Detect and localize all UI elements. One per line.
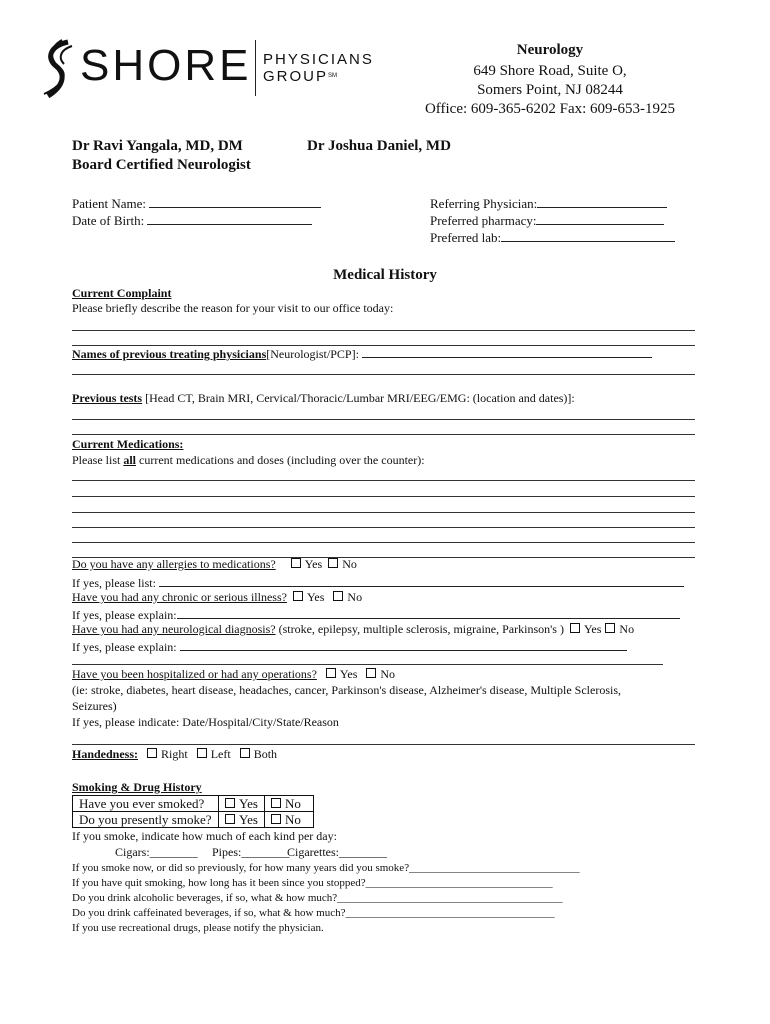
medications-line-4[interactable] — [72, 527, 695, 528]
chronic-follow-label: If yes, please explain: — [72, 608, 177, 622]
preferred-lab-field[interactable] — [430, 229, 675, 246]
dob-field[interactable] — [72, 212, 312, 229]
complaint-heading: Current Complaint — [72, 286, 172, 300]
chronic-question: Have you had any chronic or serious illness? — [72, 590, 287, 604]
smoking-cigars-field[interactable]: Cigars:________ — [115, 845, 198, 859]
smoking-years-question[interactable]: If you smoke now, or did so previously, for how many years did you smoke?_______________________________ — [72, 862, 580, 874]
logo-divider — [255, 40, 256, 96]
allergies-no-label: No — [342, 557, 357, 571]
neuro-question: Have you had any neurological diagnosis? — [72, 622, 276, 636]
smoking-ever-no-cell[interactable] — [265, 796, 314, 812]
hospital-examples-1: (ie: stroke, diabetes, heart disease, headaches, cancer, Parkinson's disease, Alzheimer's disease, Multiple Sclerosis, — [72, 683, 621, 697]
medications-heading: Current Medications: — [72, 437, 184, 451]
logo-subtitle — [263, 51, 374, 85]
smoking-cigarettes-field[interactable]: Cigarettes:________ — [287, 845, 387, 859]
medications-line-1[interactable] — [72, 480, 695, 481]
doctor-1-name: Dr Ravi Yangala, MD, DM — [72, 138, 243, 154]
hospital-yes-checkbox[interactable] — [326, 668, 336, 678]
medications-prompt-pre: Please list — [72, 453, 124, 467]
smoking-ever-no-label: No — [285, 796, 301, 811]
page-title: Medical History — [333, 267, 437, 283]
allergies-follow-label: If yes, please list: — [72, 576, 156, 590]
neuro-follow-label: If yes, please explain: — [72, 640, 177, 654]
smoking-present-yes-cell[interactable] — [219, 812, 265, 828]
smoking-table — [72, 795, 314, 828]
hospital-question-row — [72, 667, 395, 681]
shore-logo-mark — [40, 38, 78, 100]
prev-tests-label — [72, 391, 575, 405]
neuro-yes-checkbox[interactable] — [570, 623, 580, 633]
handedness-left-checkbox[interactable] — [197, 748, 207, 758]
medications-prompt — [72, 453, 425, 467]
handedness-row — [72, 747, 277, 761]
smoking-present-no-checkbox[interactable] — [271, 814, 281, 824]
smoking-present-question: Do you presently smoke? — [73, 812, 219, 828]
logo-line-physicians: PHYSICIANS — [263, 51, 374, 68]
complaint-prompt: Please briefly describe the reason for your visit to our office today: — [72, 301, 394, 315]
smoking-heading: Smoking & Drug History — [72, 780, 202, 794]
smoking-present-no-cell[interactable] — [265, 812, 314, 828]
chronic-yes-checkbox[interactable] — [293, 591, 303, 601]
hospital-line[interactable] — [72, 744, 695, 745]
allergies-yes-checkbox[interactable] — [291, 558, 301, 568]
smoking-row-ever — [73, 796, 314, 812]
chronic-no-label: No — [347, 590, 363, 604]
handedness-left-label: Left — [210, 747, 231, 761]
recreational-drugs-note: If you use recreational drugs, please notify the physician. — [72, 922, 324, 934]
preferred-pharmacy-field[interactable] — [430, 212, 664, 229]
smoking-pipes-field[interactable]: Pipes:________ — [212, 845, 290, 859]
hospital-no-checkbox[interactable] — [366, 668, 376, 678]
smoking-ever-yes-checkbox[interactable] — [225, 798, 235, 808]
smoking-ever-yes-cell[interactable] — [219, 796, 265, 812]
logo-line-group — [263, 68, 374, 85]
prev-tests-line-2[interactable] — [72, 434, 695, 435]
smoking-ever-no-checkbox[interactable] — [271, 798, 281, 808]
patient-name-field[interactable] — [72, 195, 321, 212]
handedness-label: Handedness: — [72, 747, 139, 761]
doctor-2-name: Dr Joshua Daniel, MD — [307, 138, 451, 154]
allergies-question-row — [72, 557, 357, 571]
neuro-no-checkbox[interactable] — [605, 623, 615, 633]
neuro-question-row — [72, 622, 634, 636]
smoking-ever-yes-label: Yes — [239, 796, 258, 811]
hospital-no-label: No — [380, 667, 396, 681]
handedness-right-label: Right — [161, 747, 188, 761]
chronic-question-row — [72, 590, 362, 604]
medications-line-5[interactable] — [72, 542, 695, 543]
prev-tests-heading: Previous tests — [72, 391, 143, 405]
neuro-no-label: No — [619, 622, 635, 636]
patient-name-label: Patient Name: — [72, 196, 147, 211]
medications-line-2[interactable] — [72, 496, 695, 497]
referring-physician-field[interactable] — [430, 195, 667, 212]
preferred-lab-label: Preferred lab: — [430, 230, 502, 245]
handedness-right-checkbox[interactable] — [147, 748, 157, 758]
preferred-pharmacy-label: Preferred pharmacy: — [430, 213, 537, 228]
prev-tests-suffix: [Head CT, Brain MRI, Cervical/Thoracic/Lumbar MRI/EEG/EMG: (location and dates)]: — [142, 391, 575, 405]
logo-wordmark: SHORE — [80, 41, 252, 90]
office-contact: Office: 609-365-6202 Fax: 609-653-1925 — [424, 101, 676, 117]
hospital-question: Have you been hospitalized or had any operations? — [72, 667, 317, 681]
smoking-present-no-label: No — [285, 812, 301, 827]
medications-prompt-post: current medications and doses (including over the counter): — [136, 453, 425, 467]
complaint-line-1[interactable] — [72, 330, 695, 331]
medications-prompt-all: all — [123, 453, 136, 467]
handedness-both-label: Both — [253, 747, 278, 761]
smoking-quit-question[interactable]: If you have quit smoking, how long has it been since you stopped?__________________________________ — [72, 877, 553, 889]
logo-group-text: GROUP — [263, 68, 329, 85]
address-line-2: Somers Point, NJ 08244 — [477, 82, 623, 98]
allergies-yes-label: Yes — [304, 557, 323, 571]
smoking-ever-question: Have you ever smoked? — [73, 796, 219, 812]
prev-physicians-heading: Names of previous treating physicians — [72, 347, 267, 361]
hospital-follow: If yes, please indicate: Date/Hospital/City/State/Reason — [72, 715, 339, 729]
medications-line-3[interactable] — [72, 512, 695, 513]
handedness-both-checkbox[interactable] — [240, 748, 250, 758]
allergies-list-field[interactable] — [72, 574, 684, 590]
neuro-explain-field[interactable] — [72, 638, 627, 654]
prev-physicians-suffix: [Neurologist/PCP]: — [266, 347, 359, 361]
hospital-examples-2: Seizures) — [72, 699, 117, 713]
smoking-row-present — [73, 812, 314, 828]
referring-physician-label: Referring Physician: — [430, 196, 538, 211]
neuro-yes-label: Yes — [583, 622, 602, 636]
prev-physicians-field[interactable] — [72, 345, 652, 361]
allergies-question: Do you have any allergies to medications? — [72, 557, 276, 571]
address-line-1: 649 Shore Road, Suite O, — [473, 63, 627, 79]
logo-tm: SM — [328, 73, 338, 79]
hospital-yes-label: Yes — [339, 667, 358, 681]
smoking-present-yes-checkbox[interactable] — [225, 814, 235, 824]
chronic-explain-field[interactable] — [72, 606, 680, 622]
doctor-1-title: Board Certified Neurologist — [72, 157, 251, 173]
prev-tests-line-1[interactable] — [72, 419, 695, 420]
neuro-detail: (stroke, epilepsy, multiple sclerosis, migraine, Parkinson's ) — [275, 622, 564, 636]
dept-heading: Neurology — [516, 42, 584, 58]
caffeine-question[interactable]: Do you drink caffeinated beverages, if so, what & how much?______________________________________ — [72, 907, 555, 919]
smoking-present-yes-label: Yes — [239, 812, 258, 827]
chronic-no-checkbox[interactable] — [333, 591, 343, 601]
smoking-amount-prompt: If you smoke, indicate how much of each kind per day: — [72, 829, 337, 843]
allergies-no-checkbox[interactable] — [328, 558, 338, 568]
dob-label: Date of Birth: — [72, 213, 145, 228]
neuro-explain-line-2[interactable] — [72, 664, 663, 665]
alcohol-question[interactable]: Do you drink alcoholic beverages, if so, what & how much?_________________________________________ — [72, 892, 563, 904]
chronic-yes-label: Yes — [306, 590, 325, 604]
prev-physicians-line-2[interactable] — [72, 374, 695, 375]
